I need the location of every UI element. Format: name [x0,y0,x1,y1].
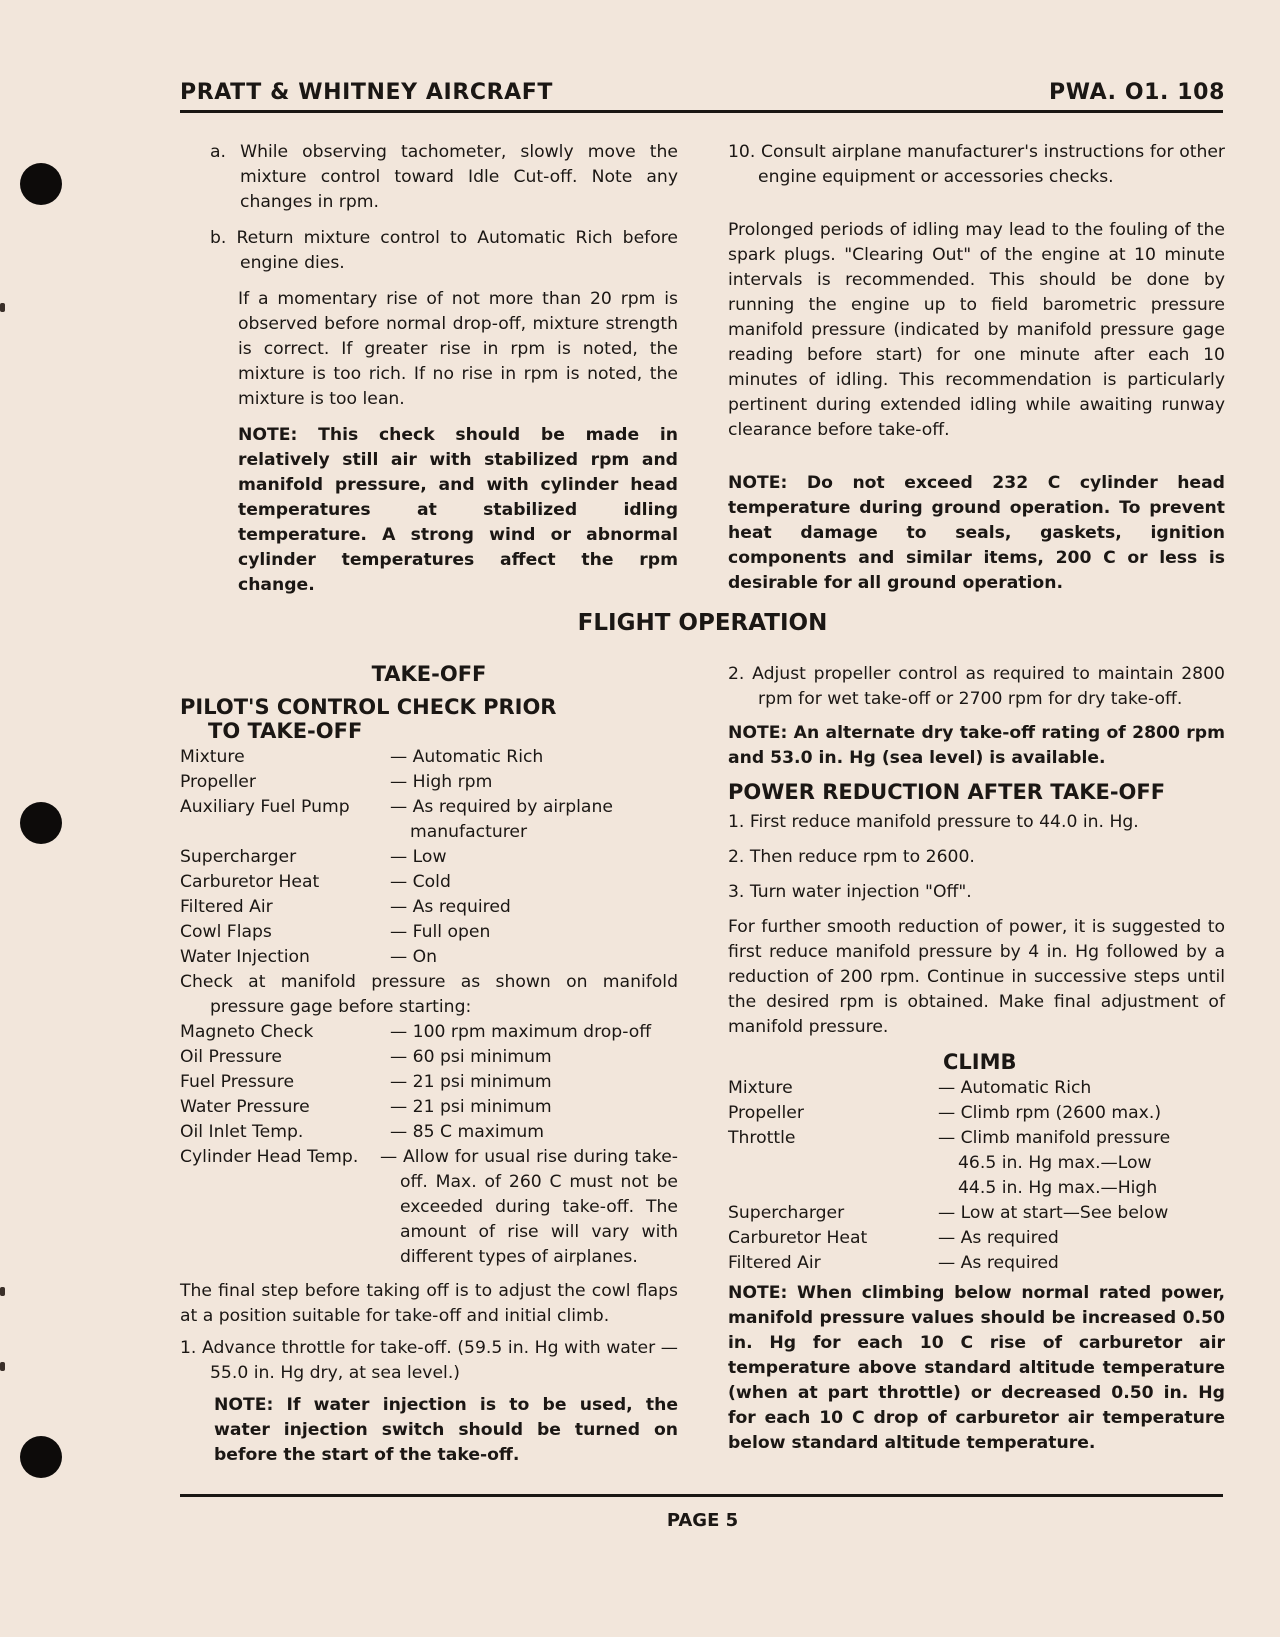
check-row: Propeller — High rpm [180,772,493,792]
edge-mark [0,303,5,312]
edge-mark [0,1287,5,1296]
check-row: Supercharger — Low [180,847,447,867]
final-step-paragraph: The final step before taking off is to adjust the cowl flaps at a position suitable for take-off and initial climb. [180,1281,678,1326]
climb-note: NOTE: When climbing below normal rated power, manifold pressure values should be increased 0.50 in. Hg for each 10 C rise of carburetor air temperature above standard altitude temperature (when at part throttle) or decreased 0.50 in. Hg for each 10 C drop of carburetor air temperature below standard altitude temperature. [728,1283,1225,1453]
check-row: Cowl Flaps — Full open [180,922,491,942]
check-row: Oil Inlet Temp. — 85 C maximum [180,1122,545,1142]
top-left-column [210,140,678,598]
climb-settings [728,1076,1225,1276]
takeoff-heading: TAKE-OFF [371,662,487,686]
check-heading: PILOT'S CONTROL CHECK PRIOR TO TAKE-OFF [180,695,557,743]
check-row: Oil Pressure — 60 psi minimum [180,1047,552,1067]
alternate-rating-note: NOTE: An alternate dry take-off rating of 2800 rpm and 53.0 in. Hg (sea level) is available. [728,723,1225,768]
climb-heading: CLIMB [943,1050,1017,1074]
bottom-right-column [728,662,1225,1456]
header-rule [180,110,1223,113]
check-row: Filtered Air — As required [180,897,511,917]
check-row: Water Injection — On [180,947,438,967]
reduction-step: 3. Turn water injection "Off". [728,882,972,902]
check-row: Carburetor Heat — Cold [180,872,451,892]
control-checks [180,745,678,970]
check-row: Water Pressure — 21 psi minimum [180,1097,552,1117]
climb-row: Propeller — Climb rpm (2600 max.) [728,1103,1162,1123]
check-row: Fuel Pressure — 21 psi minimum [180,1072,552,1092]
binder-hole [20,163,62,205]
page-header [180,80,1225,105]
bottom-left-column [180,662,678,1468]
check-row: Auxiliary Fuel Pump — As required by airplane manufacturer [180,797,613,842]
temperature-note: NOTE: Do not exceed 232 C cylinder head temperature during ground operation. To prevent heat damage to seals, gaskets, ignition components and similar items, 200 C or less is desirable for all ground operation. [728,473,1225,593]
top-right-column [728,140,1225,596]
manifold-check: Check at manifold pressure as shown on manifold pressure gage before starting: [180,972,678,1017]
binder-hole [20,1436,62,1478]
climb-row: Carburetor Heat — As required [728,1228,1059,1248]
footer-rule [180,1494,1223,1497]
check-row: Magneto Check — 100 rpm maximum drop-off [180,1022,652,1042]
step-10: 10. Consult airplane manufacturer's instructions for other engine equipment or accessories checks. [728,142,1225,187]
header-doc-number: PWA. O1. 108 [1048,80,1225,105]
climb-row: Supercharger — Low at start—See below [728,1203,1169,1223]
step-2-propeller: 2. Adjust propeller control as required to maintain 2800 rpm for wet take-off or 2700 rpm for dry take-off. [728,664,1225,709]
mixture-note: NOTE: This check should be made in relatively still air with stabilized rpm and manifold pressure, and with cylinder head temperatures at stabilized idling temperature. A strong wind or abnormal cylinder temperatures affect the rpm change. [238,425,678,595]
pressure-checks [180,1020,678,1270]
header-company: PRATT & WHITNEY AIRCRAFT [180,80,554,105]
check-row: Cylinder Head Temp. — Allow for usual rise during take-off. Max. of 260 C must not be exceeded during take-off. The amount of rise will vary with different types of airplanes. [180,1147,678,1267]
step-b: b. Return mixture control to Automatic Rich before engine dies. [210,228,678,273]
check-row: Mixture — Automatic Rich [180,747,544,767]
idling-paragraph: Prolonged periods of idling may lead to the fouling of the spark plugs. "Clearing Out" of the engine at 10 minute intervals is recommended. This should be done by running the engine up to field barometric pressure manifold pressure (indicated by manifold pressure gage reading before start) for one minute after each 10 minutes of idling. This recommendation is particularly pertinent during extended idling while awaiting runway clearance before take-off. [728,220,1225,440]
water-injection-note: NOTE: If water injection is to be used, the water injection switch should be turned on before the start of the take-off. [214,1395,678,1465]
page-number: PAGE 5 [666,1510,739,1531]
climb-row: Mixture — Automatic Rich [728,1078,1092,1098]
reduction-step: 1. First reduce manifold pressure to 44.0 in. Hg. [728,812,1139,832]
mixture-paragraph: If a momentary rise of not more than 20 rpm is observed before normal drop-off, mixture strength is correct. If greater rise in rpm is noted, the mixture is too rich. If no rise in rpm is noted, the mixture is too lean. [238,289,678,409]
climb-row: Filtered Air — As required [728,1253,1059,1273]
section-title: FLIGHT OPERATION [577,610,828,636]
step-a: a. While observing tachometer, slowly move the mixture control toward Idle Cut-off. Note any changes in rpm. [210,142,678,212]
reduction-paragraph: For further smooth reduction of power, it is suggested to first reduce manifold pressure by 4 in. Hg followed by a reduction of 200 rpm. Continue in successive steps until the desired rpm is obtained. Make final adjustment of manifold pressure. [728,917,1225,1037]
reduction-step: 2. Then reduce rpm to 2600. [728,847,975,867]
step-1-throttle: 1. Advance throttle for take-off. (59.5 in. Hg with water —55.0 in. Hg dry, at sea level.) [180,1338,678,1383]
binder-hole [20,802,62,844]
edge-mark [0,1362,5,1371]
climb-row: Throttle — Climb manifold pressure 46.5 in. Hg max.—Low 44.5 in. Hg max.—High [728,1128,1171,1198]
reduction-heading: POWER REDUCTION AFTER TAKE-OFF [728,780,1166,804]
